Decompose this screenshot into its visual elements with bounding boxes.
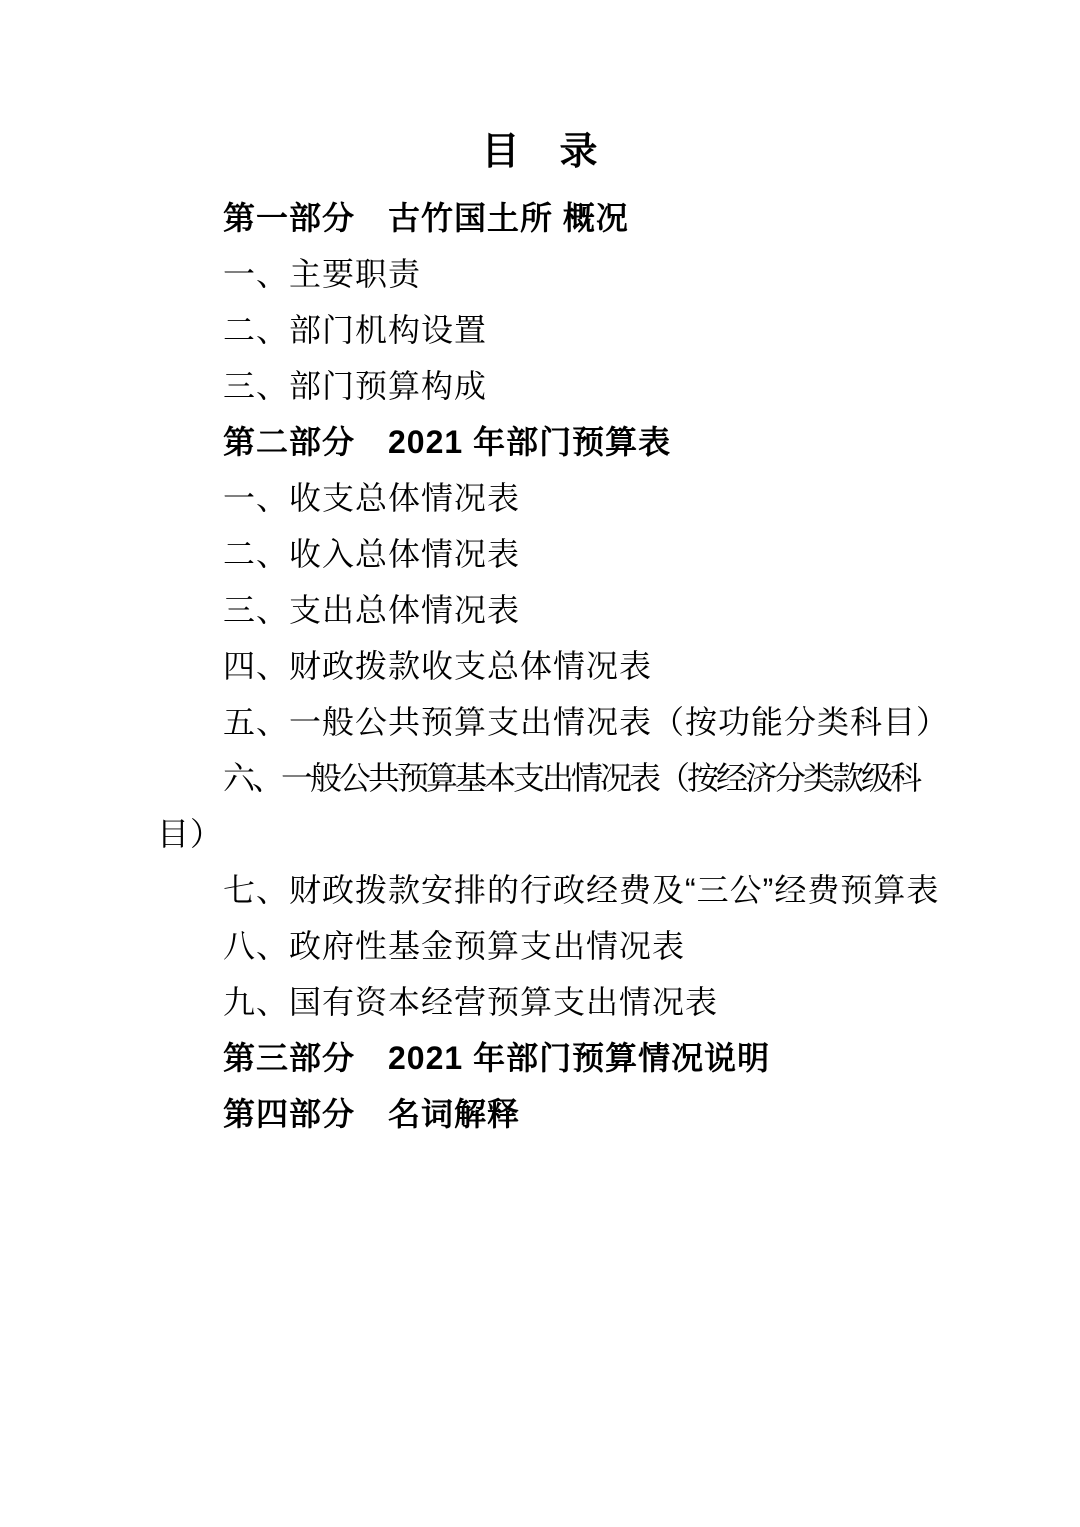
toc-item-part2-6-continuation: 目）	[157, 816, 224, 852]
table-of-contents	[157, 128, 950, 1142]
toc-item-part2-6: 六、一般公共预算基本支出情况表（按经济分类款级科	[223, 760, 920, 796]
toc-item-part1-2: 二、部门机构设置	[223, 312, 488, 348]
toc-item-part1-3: 三、部门预算构成	[223, 368, 488, 404]
toc-item-part1-1: 一、主要职责	[223, 256, 422, 292]
toc-item-part2-2: 二、收入总体情况表	[223, 536, 521, 572]
toc-item-part2-7: 七、财政拨款安排的行政经费及“三公”经费预算表	[223, 872, 940, 908]
toc-heading-part3: 第三部分 2021 年部门预算情况说明	[223, 1040, 771, 1076]
toc-item-part2-4: 四、财政拨款收支总体情况表	[223, 648, 653, 684]
document-title: 目 录	[481, 131, 599, 173]
toc-heading-part1: 第一部分 古竹国土所 概况	[223, 200, 629, 236]
toc-item-part2-5: 五、一般公共预算支出情况表（按功能分类科目）	[223, 704, 950, 740]
toc-heading-part4: 第四部分 名词解释	[223, 1096, 521, 1132]
toc-item-part2-8: 八、政府性基金预算支出情况表	[223, 928, 686, 964]
toc-heading-part2: 第二部分 2021 年部门预算表	[223, 424, 672, 460]
toc-item-part2-3: 三、支出总体情况表	[223, 592, 521, 628]
toc-item-part2-9: 九、国有资本经营预算支出情况表	[223, 984, 719, 1020]
toc-item-part2-1: 一、收支总体情况表	[223, 480, 521, 516]
